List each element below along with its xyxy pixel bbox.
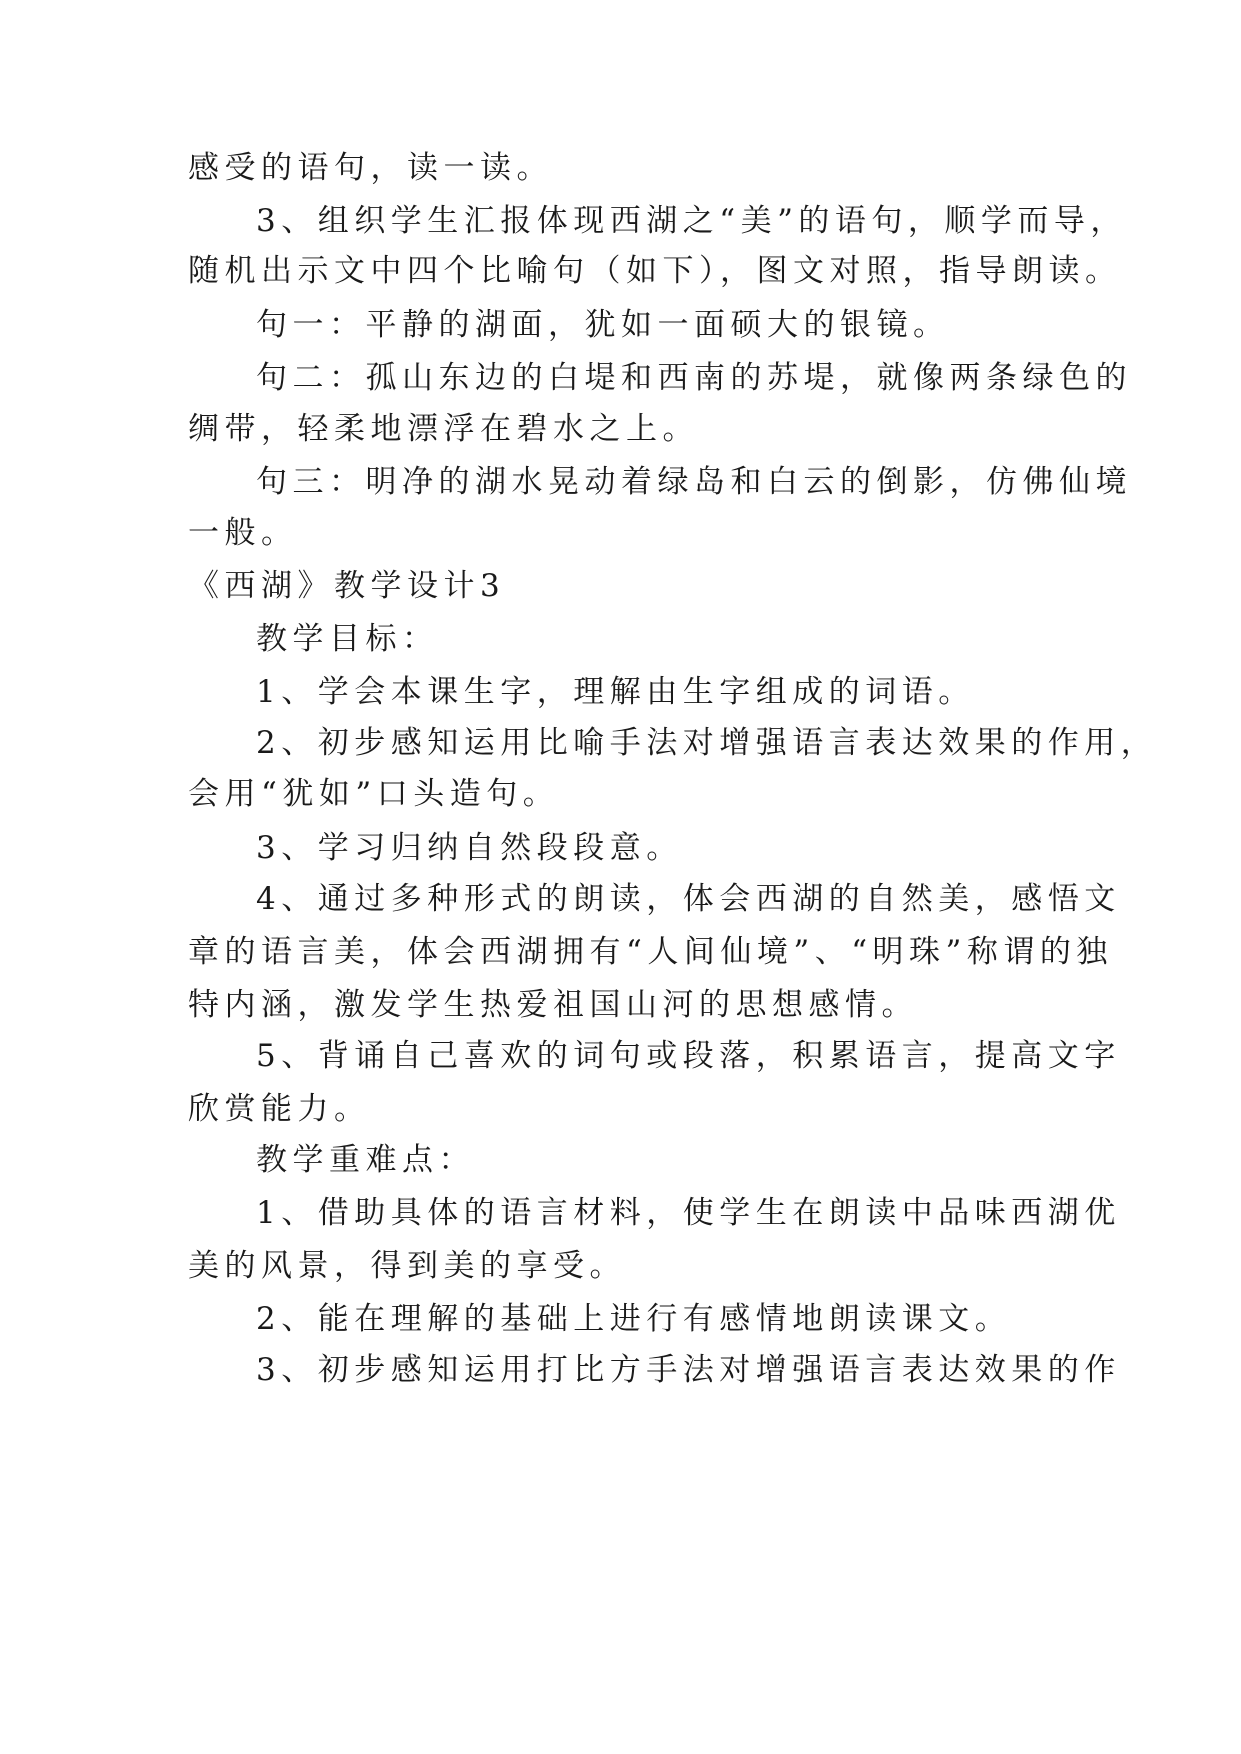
text-line: 1、借助具体的语言材料，使学生在朗读中品味西湖优 bbox=[256, 1195, 1121, 1231]
text-line: 教学目标： bbox=[256, 621, 439, 657]
text-line: 句三：明净的湖水晃动着绿岛和白云的倒影，仿佛仙境 bbox=[256, 464, 1132, 500]
text-line: 句二：孤山东边的白堤和西南的苏堤，就像两条绿色的 bbox=[256, 360, 1132, 396]
text-line: 特内涵，激发学生热爱祖国山河的思想感情。 bbox=[188, 987, 918, 1023]
text-line: 2、初步感知运用比喻手法对增强语言表达效果的作用， bbox=[256, 725, 1158, 761]
text-line: 一般。 bbox=[188, 515, 298, 551]
text-line: 美的风景，得到美的享受。 bbox=[188, 1248, 626, 1284]
text-line: 随机出示文中四个比喻句（如下），图文对照，指导朗读。 bbox=[188, 253, 1122, 289]
text-line: 感受的语句，读一读。 bbox=[188, 150, 553, 186]
section-heading: 《西湖》教学设计3 bbox=[188, 568, 506, 604]
text-line: 3、组织学生汇报体现西湖之“美”的语句，顺学而导， bbox=[256, 203, 1127, 239]
text-line: 5、背诵自己喜欢的词句或段落，积累语言，提高文字 bbox=[256, 1038, 1121, 1074]
text-line: 3、学习归纳自然段段意。 bbox=[256, 830, 683, 866]
text-line: 会用“犹如”口头造句。 bbox=[188, 776, 560, 812]
text-line: 2、能在理解的基础上进行有感情地朗读课文。 bbox=[256, 1301, 1012, 1337]
text-line: 教学重难点： bbox=[256, 1142, 475, 1178]
text-line: 绸带，轻柔地漂浮在碧水之上。 bbox=[188, 411, 699, 447]
text-line: 句一：平静的湖面，犹如一面硕大的银镜。 bbox=[256, 307, 950, 343]
text-line: 欣赏能力。 bbox=[188, 1091, 371, 1127]
text-line: 章的语言美，体会西湖拥有“人间仙境”、“明珠”称谓的独 bbox=[188, 934, 1113, 970]
text-line: 4、通过多种形式的朗读，体会西湖的自然美，感悟文 bbox=[256, 881, 1121, 917]
text-line: 1、学会本课生字，理解由生字组成的词语。 bbox=[256, 674, 975, 710]
text-line: 3、初步感知运用打比方手法对增强语言表达效果的作 bbox=[256, 1352, 1121, 1388]
